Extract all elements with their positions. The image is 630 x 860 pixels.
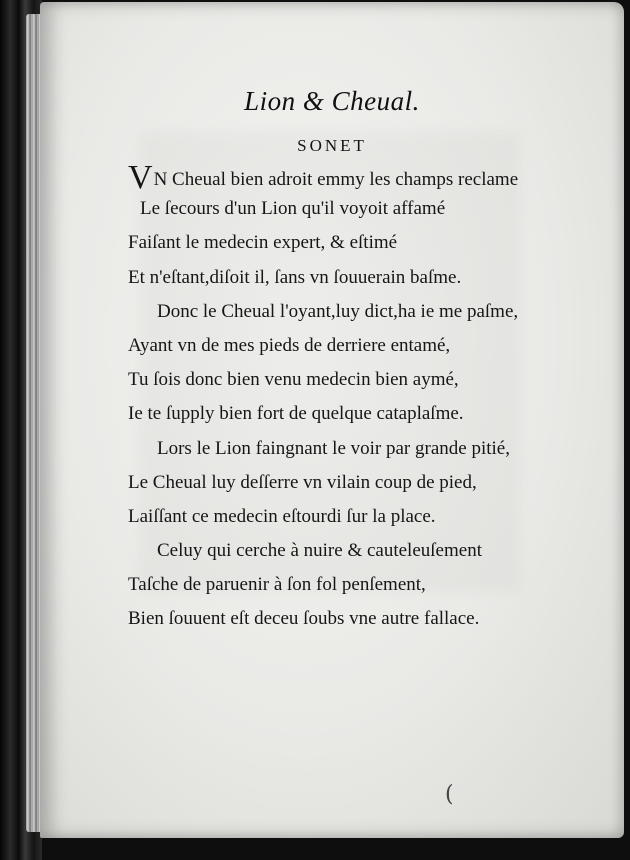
poem-text <box>128 158 618 637</box>
ink-mark: ( <box>445 782 454 807</box>
poem-line-3: Faiſant le medecin expert, & eſtimé <box>128 232 398 254</box>
book-page <box>40 2 624 838</box>
poem-line-7: Tu ſois donc bien venu medecin bien aymé, <box>128 369 459 391</box>
poem-line-9: Lors le Lion faingnant le voir par grande pitié, <box>157 437 510 459</box>
poem-line-2: Le ſecours d'un Lion qu'il voyoit affamé <box>140 198 446 220</box>
drop-cap: V <box>128 159 153 196</box>
running-title: Lion & Cheual. <box>244 86 420 116</box>
poem-line-11: Laiſſant ce medecin eſtourdi ſur la place. <box>128 505 436 527</box>
poem-line-5: Donc le Cheual l'oyant,luy dict,ha ie me paſme, <box>157 300 519 322</box>
poem-line-1: VN Cheual bien adroit emmy les champs reclame <box>128 159 519 196</box>
poem-line-10: Le Cheual luy deſſerre vn vilain coup de pied, <box>128 471 477 493</box>
poem-line-6: Ayant vn de mes pieds de derriere entamé, <box>128 334 451 356</box>
poem-heading: SONET <box>297 136 367 155</box>
poem-line-8: Ie te ſupply bien fort de quelque cataplaſme. <box>128 403 464 425</box>
poem-line-12: Celuy qui cerche à nuire & cauteleuſement <box>157 540 482 562</box>
poem-line-4: Et n'eſtant,diſoit il, ſans vn ſouuerain baſme. <box>128 266 462 288</box>
poem-line-13: Taſche de paruenir à ſon fol penſement, <box>128 574 426 596</box>
poem-line-14: Bien ſouuent eſt deceu ſoubs vne autre fallace. <box>128 608 480 630</box>
